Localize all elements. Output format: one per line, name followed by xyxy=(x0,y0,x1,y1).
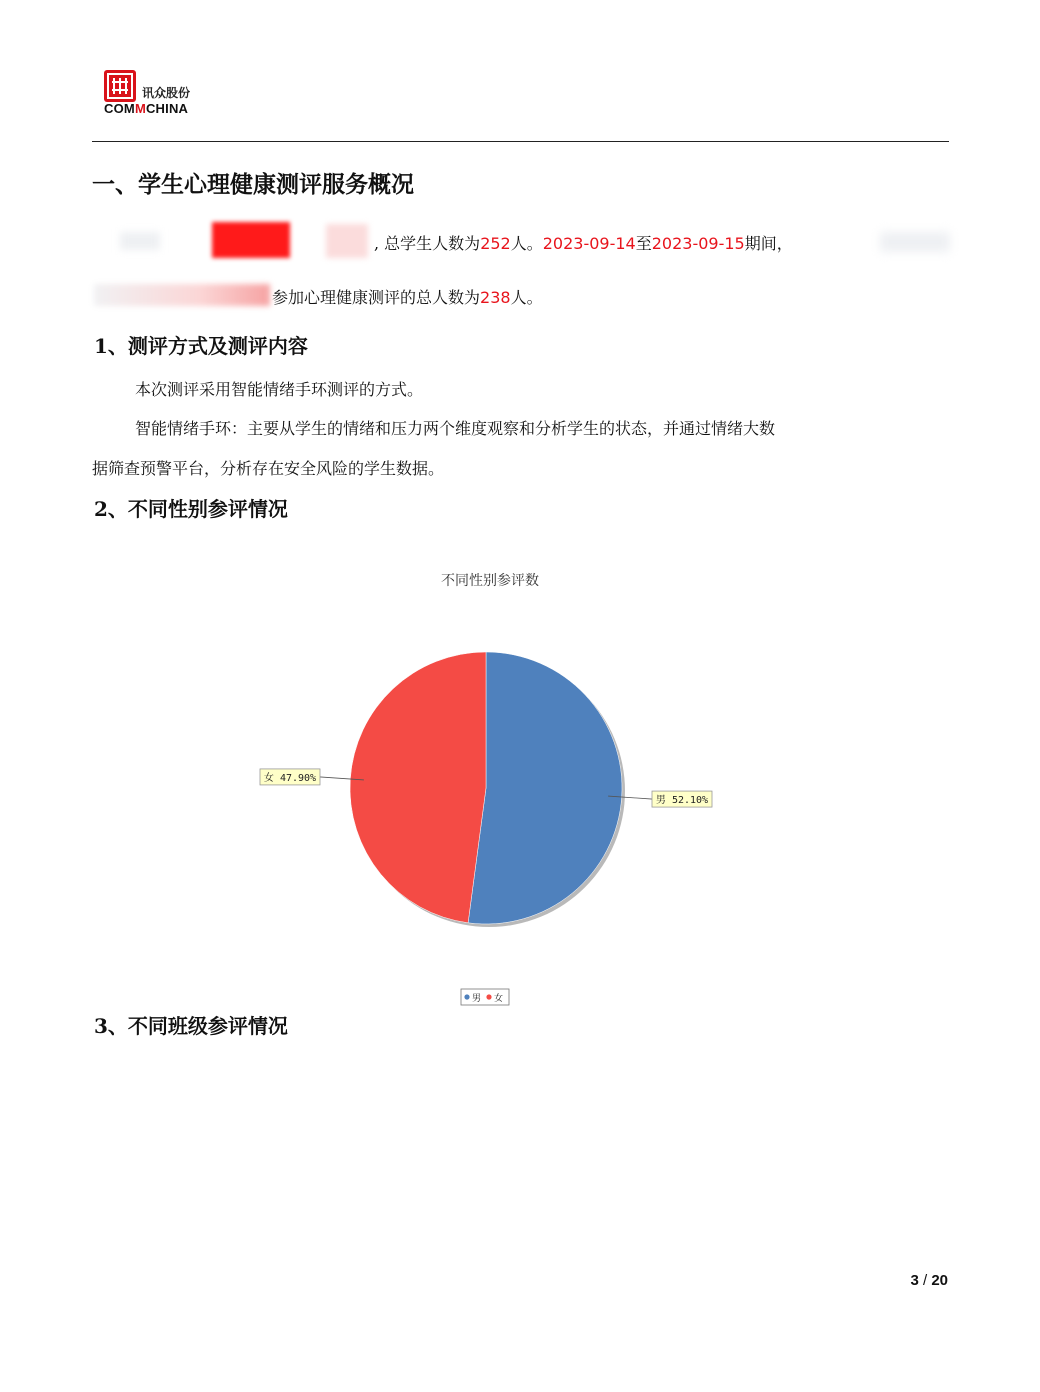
section-title: 一、学生心理健康测评服务概况 xyxy=(92,172,414,198)
pie-slice-male xyxy=(468,652,622,924)
participants-value: 238 xyxy=(480,288,511,307)
pie-data-label: 男 52.10% xyxy=(655,795,709,807)
redacted-block xyxy=(326,224,368,258)
legend-label: 男 xyxy=(472,994,482,1004)
bracelet-paragraph-line-2: 据筛查预警平台，分析存在安全风险的学生数据。 xyxy=(92,459,445,478)
pie-svg xyxy=(230,560,750,1020)
chart-title: 不同性别参评数 xyxy=(441,573,539,589)
pie-data-label: 女 47.90% xyxy=(263,772,317,784)
subsection-title-gender: 2、不同性别参评情况 xyxy=(94,497,288,521)
logo-chinese-name: 讯众股份 xyxy=(142,86,191,100)
header-divider xyxy=(92,141,949,142)
intro-line-1: , 总学生人数为252人。2023-09-14至2023-09-15期间， xyxy=(374,234,793,253)
logo-english-name: COMMCHINA xyxy=(104,101,189,116)
legend-label: 女 xyxy=(494,994,504,1004)
logo-mark-icon xyxy=(104,70,136,102)
bracelet-paragraph-line-1: 智能情绪手环：主要从学生的情绪和压力两个维度观察和分析学生的状态，并通过情绪大数 xyxy=(135,419,776,438)
subsection-title-class: 3、不同班级参评情况 xyxy=(94,1014,288,1038)
redacted-block xyxy=(880,232,950,252)
date-end: 2023-09-15 xyxy=(651,234,745,253)
method-paragraph: 本次测评采用智能情绪手环测评的方式。 xyxy=(135,380,424,399)
page-number: 3 / 20 xyxy=(910,1272,948,1289)
pie-slice-female xyxy=(350,652,486,923)
redacted-block xyxy=(212,222,290,258)
redacted-block xyxy=(94,284,270,306)
legend-marker xyxy=(464,994,469,999)
legend-marker xyxy=(486,994,491,999)
subsection-title-method: 1、测评方式及测评内容 xyxy=(94,334,308,358)
total-students-value: 252 xyxy=(480,234,511,253)
chart-legend xyxy=(461,989,509,1005)
redacted-block xyxy=(120,232,160,250)
gender-pie-chart xyxy=(230,560,750,1020)
date-start: 2023-09-14 xyxy=(542,234,636,253)
intro-line-2: 参加心理健康测评的总人数为238人。 xyxy=(272,288,543,307)
